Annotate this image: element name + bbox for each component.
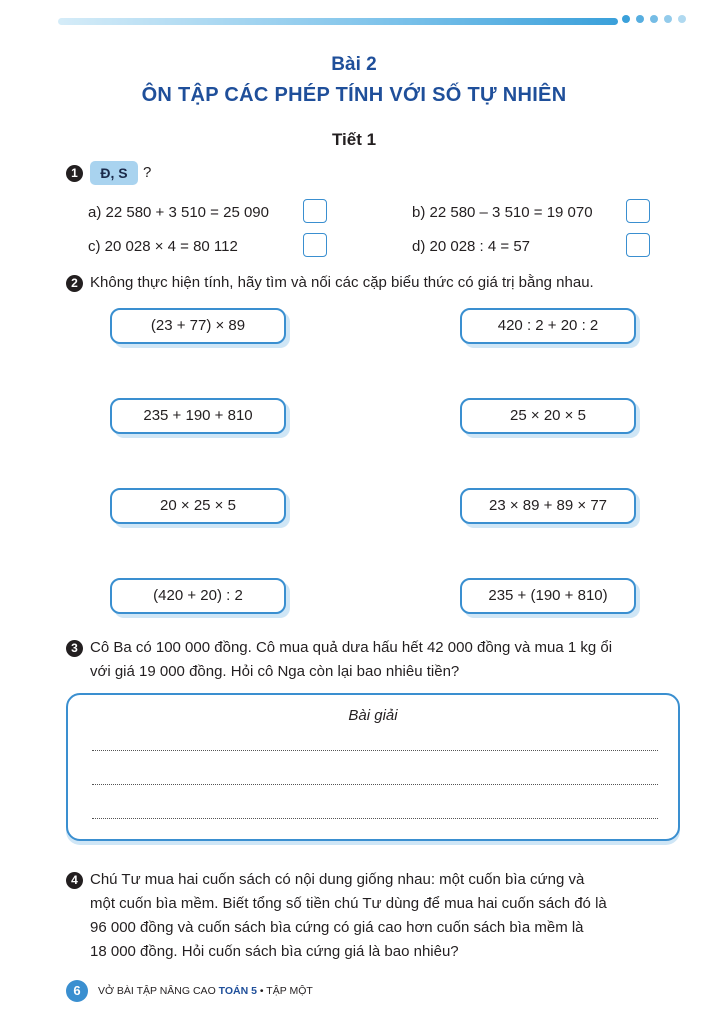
answer-line-1[interactable] [92, 750, 658, 751]
expr-left-4[interactable]: (420 + 20) : 2 [110, 578, 286, 614]
answer-line-2[interactable] [92, 784, 658, 785]
q1-item-b: b) 22 580 – 3 510 = 19 070 [412, 204, 593, 221]
question-4-line-3: 96 000 đồng và cuốn sách bìa cứng có giá cao hơn cuốn sách bìa mềm là [90, 919, 584, 936]
question-3-line-2: với giá 19 000 đồng. Hỏi cô Nga còn lại bao nhiêu tiền? [90, 663, 460, 680]
true-false-chip: Đ, S [90, 161, 138, 185]
expr-right-2[interactable]: 25 × 20 × 5 [460, 398, 636, 434]
question-4-line-1: Chú Tư mua hai cuốn sách có nội dung giống nhau: một cuốn bìa cứng và [90, 871, 585, 888]
expr-left-2[interactable]: 235 + 190 + 810 [110, 398, 286, 434]
q1-item-d: d) 20 028 : 4 = 57 [412, 238, 531, 255]
question-1-number: 1 [66, 165, 83, 182]
solution-title: Bài giải [348, 707, 398, 724]
page-number: 6 [66, 980, 88, 1002]
answer-box-b[interactable] [626, 199, 650, 223]
top-decor-dots [622, 15, 686, 23]
q1-item-a: a) 22 580 + 3 510 = 25 090 [88, 204, 269, 221]
answer-box-a[interactable] [303, 199, 327, 223]
page-title: ÔN TẬP CÁC PHÉP TÍNH VỚI SỐ TỰ NHIÊN [141, 84, 567, 106]
top-decor-bar [58, 18, 618, 25]
q1-item-c: c) 20 028 × 4 = 80 112 [88, 238, 238, 255]
period-label: Tiết 1 [331, 130, 377, 149]
answer-box-d[interactable] [626, 233, 650, 257]
expr-left-3[interactable]: 20 × 25 × 5 [110, 488, 286, 524]
expr-left-1[interactable]: (23 + 77) × 89 [110, 308, 286, 344]
lesson-label: Bài 2 [331, 54, 377, 75]
footer-text: VỞ BÀI TẬP NÂNG CAO TOÁN 5 • TẬP MỘT [98, 985, 313, 997]
answer-box-c[interactable] [303, 233, 327, 257]
solution-box [66, 693, 680, 841]
expr-right-1[interactable]: 420 : 2 + 20 : 2 [460, 308, 636, 344]
question-2-text: Không thực hiện tính, hãy tìm và nối các cặp biểu thức có giá trị bằng nhau. [90, 274, 594, 291]
question-2-number: 2 [66, 275, 83, 292]
question-4-line-2: một cuốn bìa mềm. Biết tổng số tiền chú Tư dùng để mua hai cuốn sách đó là [90, 895, 607, 912]
question-4-number: 4 [66, 872, 83, 889]
question-3-line-1: Cô Ba có 100 000 đồng. Cô mua quả dưa hấu hết 42 000 đồng và mua 1 kg ổi [90, 639, 613, 656]
expr-right-3[interactable]: 23 × 89 + 89 × 77 [460, 488, 636, 524]
expr-right-4[interactable]: 235 + (190 + 810) [460, 578, 636, 614]
question-4-line-4: 18 000 đồng. Hỏi cuốn sách bìa cứng giá là bao nhiêu? [90, 943, 459, 960]
question-mark: ? [143, 164, 152, 181]
question-3-number: 3 [66, 640, 83, 657]
answer-line-3[interactable] [92, 818, 658, 819]
